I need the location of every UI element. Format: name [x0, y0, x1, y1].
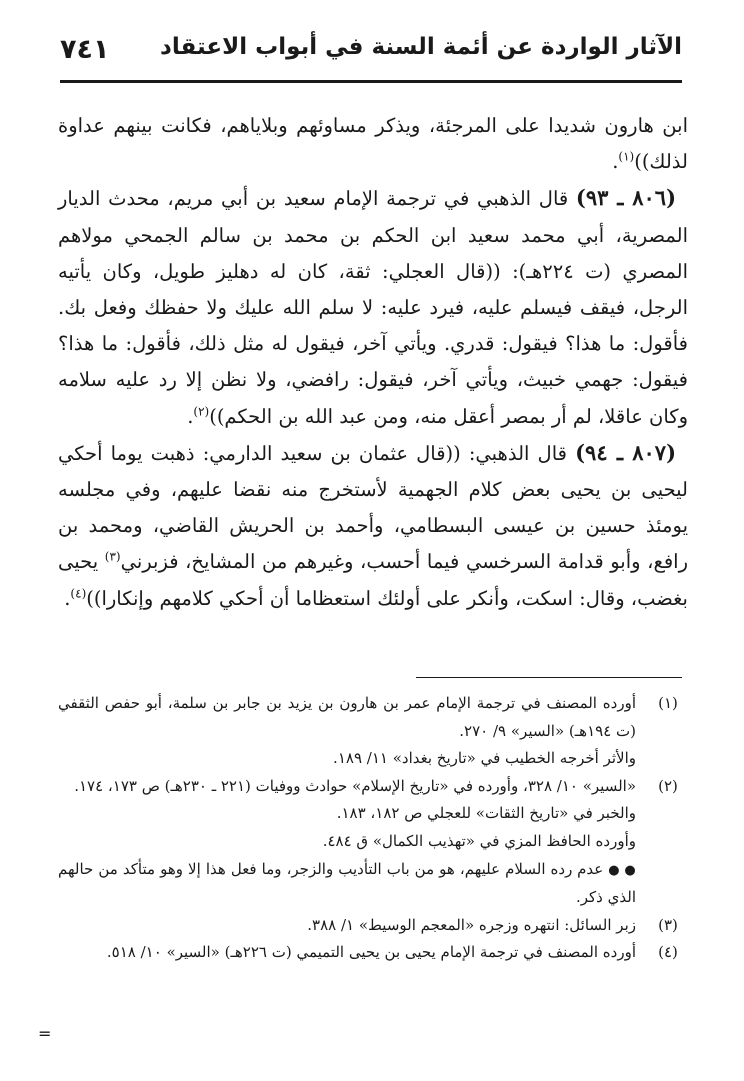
entry-806: (٨٠٦ ـ ٩٣) قال الذهبي في ترجمة الإمام سعيد بن أبي مريم، محدث الديار المصرية، أبي محمد سعيد ابن الحكم بن محمد بن سالم الجمحي مولاهم المصري (ت ٢٢٤هـ): ((قال العجلي: ثقة، كان له دهليز طويل، وكان يأتيه الرجل، فيقف فيسلم عليه، فيرد عليه: لا سلم الله عليك ولا حفظك وفعل بك. فأقول: ما هذا؟ فيقول: قدري. ويأتي آخر، فيقول له مثل ذلك، فأقول: ما هذا؟ فيقول: جهمي خبيث، ويأتي آخر، فيقول: رافضي، ولا نظن إلا رد عليه سلامه وكان عاقلا، لم أر بمصر أعقل منه، ومن عبد الله بن الحكم))$^{(٢)}$. [58, 185, 688, 428]
footnote-3 [58, 912, 688, 940]
footnote-separator [416, 677, 682, 678]
footnote-line: والخبر في «تاريخ الثقات» للعجلي ص ١٨٢، ١٨٣. [336, 804, 636, 823]
page-number: ٧٤١ [60, 34, 110, 65]
paragraph-continuation: ابن هارون شديدا على المرجئة، ويذكر مساوئهم وبلاياهم، فكانت بينهم عداوة لذلك))$^{(١)}$. [58, 114, 688, 174]
footnote-line: أورده المصنف في ترجمة الإمام عمر بن هارون بن يزيد بن جابر بن سلمة، أبو حفص الثقفي (ت ١٩٤هـ) «السير» ٩/ ٢٧٠. [58, 694, 636, 740]
paragraph-text: ابن هارون شديدا على المرجئة، ويذكر مساوئهم وبلاياهم، فكانت بينهم عداوة لذلك)) [58, 114, 688, 174]
page-header [60, 34, 682, 74]
footnote-line: وأورده الحافظ المزي في «تهذيب الكمال» ق ٤٨٤. [322, 831, 636, 850]
footnote-line: زبر السائل: انتهره وزجره «المعجم الوسيط» ١/ ٣٨٨. [307, 915, 636, 934]
entry-number: (٨٠٧ ـ ٩٤) [575, 439, 677, 465]
paragraph-text: قال الذهبي في ترجمة الإمام سعيد بن أبي مريم، محدث الديار المصرية، أبي محمد سعيد ابن الحكم بن محمد بن سالم الجمحي مولاهم المصري (ت ٢٢٤هـ): ((قال العجلي: ثقة، كان له دهليز طويل، وكان يأتيه الرجل، فيقف فيسلم عليه، فيرد عليه: لا سلم الله عليك ولا حفظك وفعل بك. فأقول: ما هذا؟ فيقول: قدري. ويأتي آخر، فيقول له مثل ذلك، فأقول: ما هذا؟ فيقول: جهمي خبيث، ويأتي آخر، فيقول: رافضي، ولا نظن إلا رد عليه سلامه وكان عاقلا، لم أر بمصر أعقل منه، ومن عبد الله بن الحكم)) [58, 187, 688, 428]
footnote-number: (١) [658, 694, 678, 712]
footnote-line: والأثر أخرجه الخطيب في «تاريخ بغداد» ١١/ ١٨٩. [333, 749, 636, 768]
footnote-line: أورده المصنف في ترجمة الإمام يحيى بن يحيى التميمي (ت ٢٢٦هـ) «السير» ١٠/ ٥١٨. [106, 943, 636, 962]
footnote-line: «السير» ١٠/ ٣٢٨، وأورده في «تاريخ الإسلام» حوادث ووفيات (٢٢١ ـ ٢٣٠هـ) ص ١٧٣، ١٧٤. [74, 776, 636, 795]
footnote-reference: (١) [618, 149, 635, 164]
header-rule [60, 80, 682, 83]
running-title: الآثار الواردة عن أئمة السنة في أبواب الاعتقاد [160, 34, 682, 60]
footnote-reference: (٤) [70, 586, 87, 601]
footnote-4 [58, 939, 688, 967]
footnote-number: (٢) [658, 776, 678, 795]
paragraph-text: يحيى بغضب، وقال: اسكت، وأنكر على أولئك استعظاما أن أحكي كلامهم وإنكارا)) [58, 550, 688, 610]
footnote-2 [58, 773, 688, 856]
bullet-note-text: عدم رده السلام عليهم، هو من باب التأديب والزجر، وما فعل هذا إلا وهو متأكد من حالهم الذي ذكر. [58, 859, 636, 907]
bullet-icon: ● ● [608, 862, 636, 878]
footnote-1 [58, 690, 688, 773]
margin-mark: = [38, 1024, 52, 1043]
footnote-number: (٣) [658, 915, 678, 934]
footnote-number: (٤) [658, 943, 678, 962]
paragraph-text: قال الذهبي: ((قال عثمان بن سعيد الدارمي: ذهبت يوما أحكي ليحيى بن يحيى بعض كلام الجهمية لأستخرج منه نقضا عليهم، وفي مجلسه يومئذ حسين بن عيسى البسطامي، وأحمد بن الحريش القاضي، ومحمد بن رافع، وأبو قدامة السرخسي فيما أحسب، وغيرهم من المشايخ، فزبرني [58, 441, 688, 574]
footnote-reference: (٣) [104, 549, 121, 564]
footnotes [58, 690, 688, 967]
footnote-reference: (٢) [193, 404, 210, 419]
bullet-note [58, 856, 688, 912]
main-text [58, 108, 688, 617]
entry-number: (٨٠٦ ـ ٩٣) [575, 185, 676, 211]
entry-807: (٨٠٧ ـ ٩٤) قال الذهبي: ((قال عثمان بن سعيد الدارمي: ذهبت يوما أحكي ليحيى بن يحيى بعض كلام الجهمية لأستخرج منه نقضا عليهم، وفي مجلسه يومئذ حسين بن عيسى البسطامي، وأحمد بن الحريش القاضي، ومحمد بن رافع، وأبو قدامة السرخسي فيما أحسب، وغيرهم من المشايخ، فزبرني$^{(٣)}$ يحيى بغضب، وقال: اسكت، وأنكر على أولئك استعظاما أن أحكي كلامهم وإنكارا))$^{(٤)}$. [58, 439, 688, 610]
